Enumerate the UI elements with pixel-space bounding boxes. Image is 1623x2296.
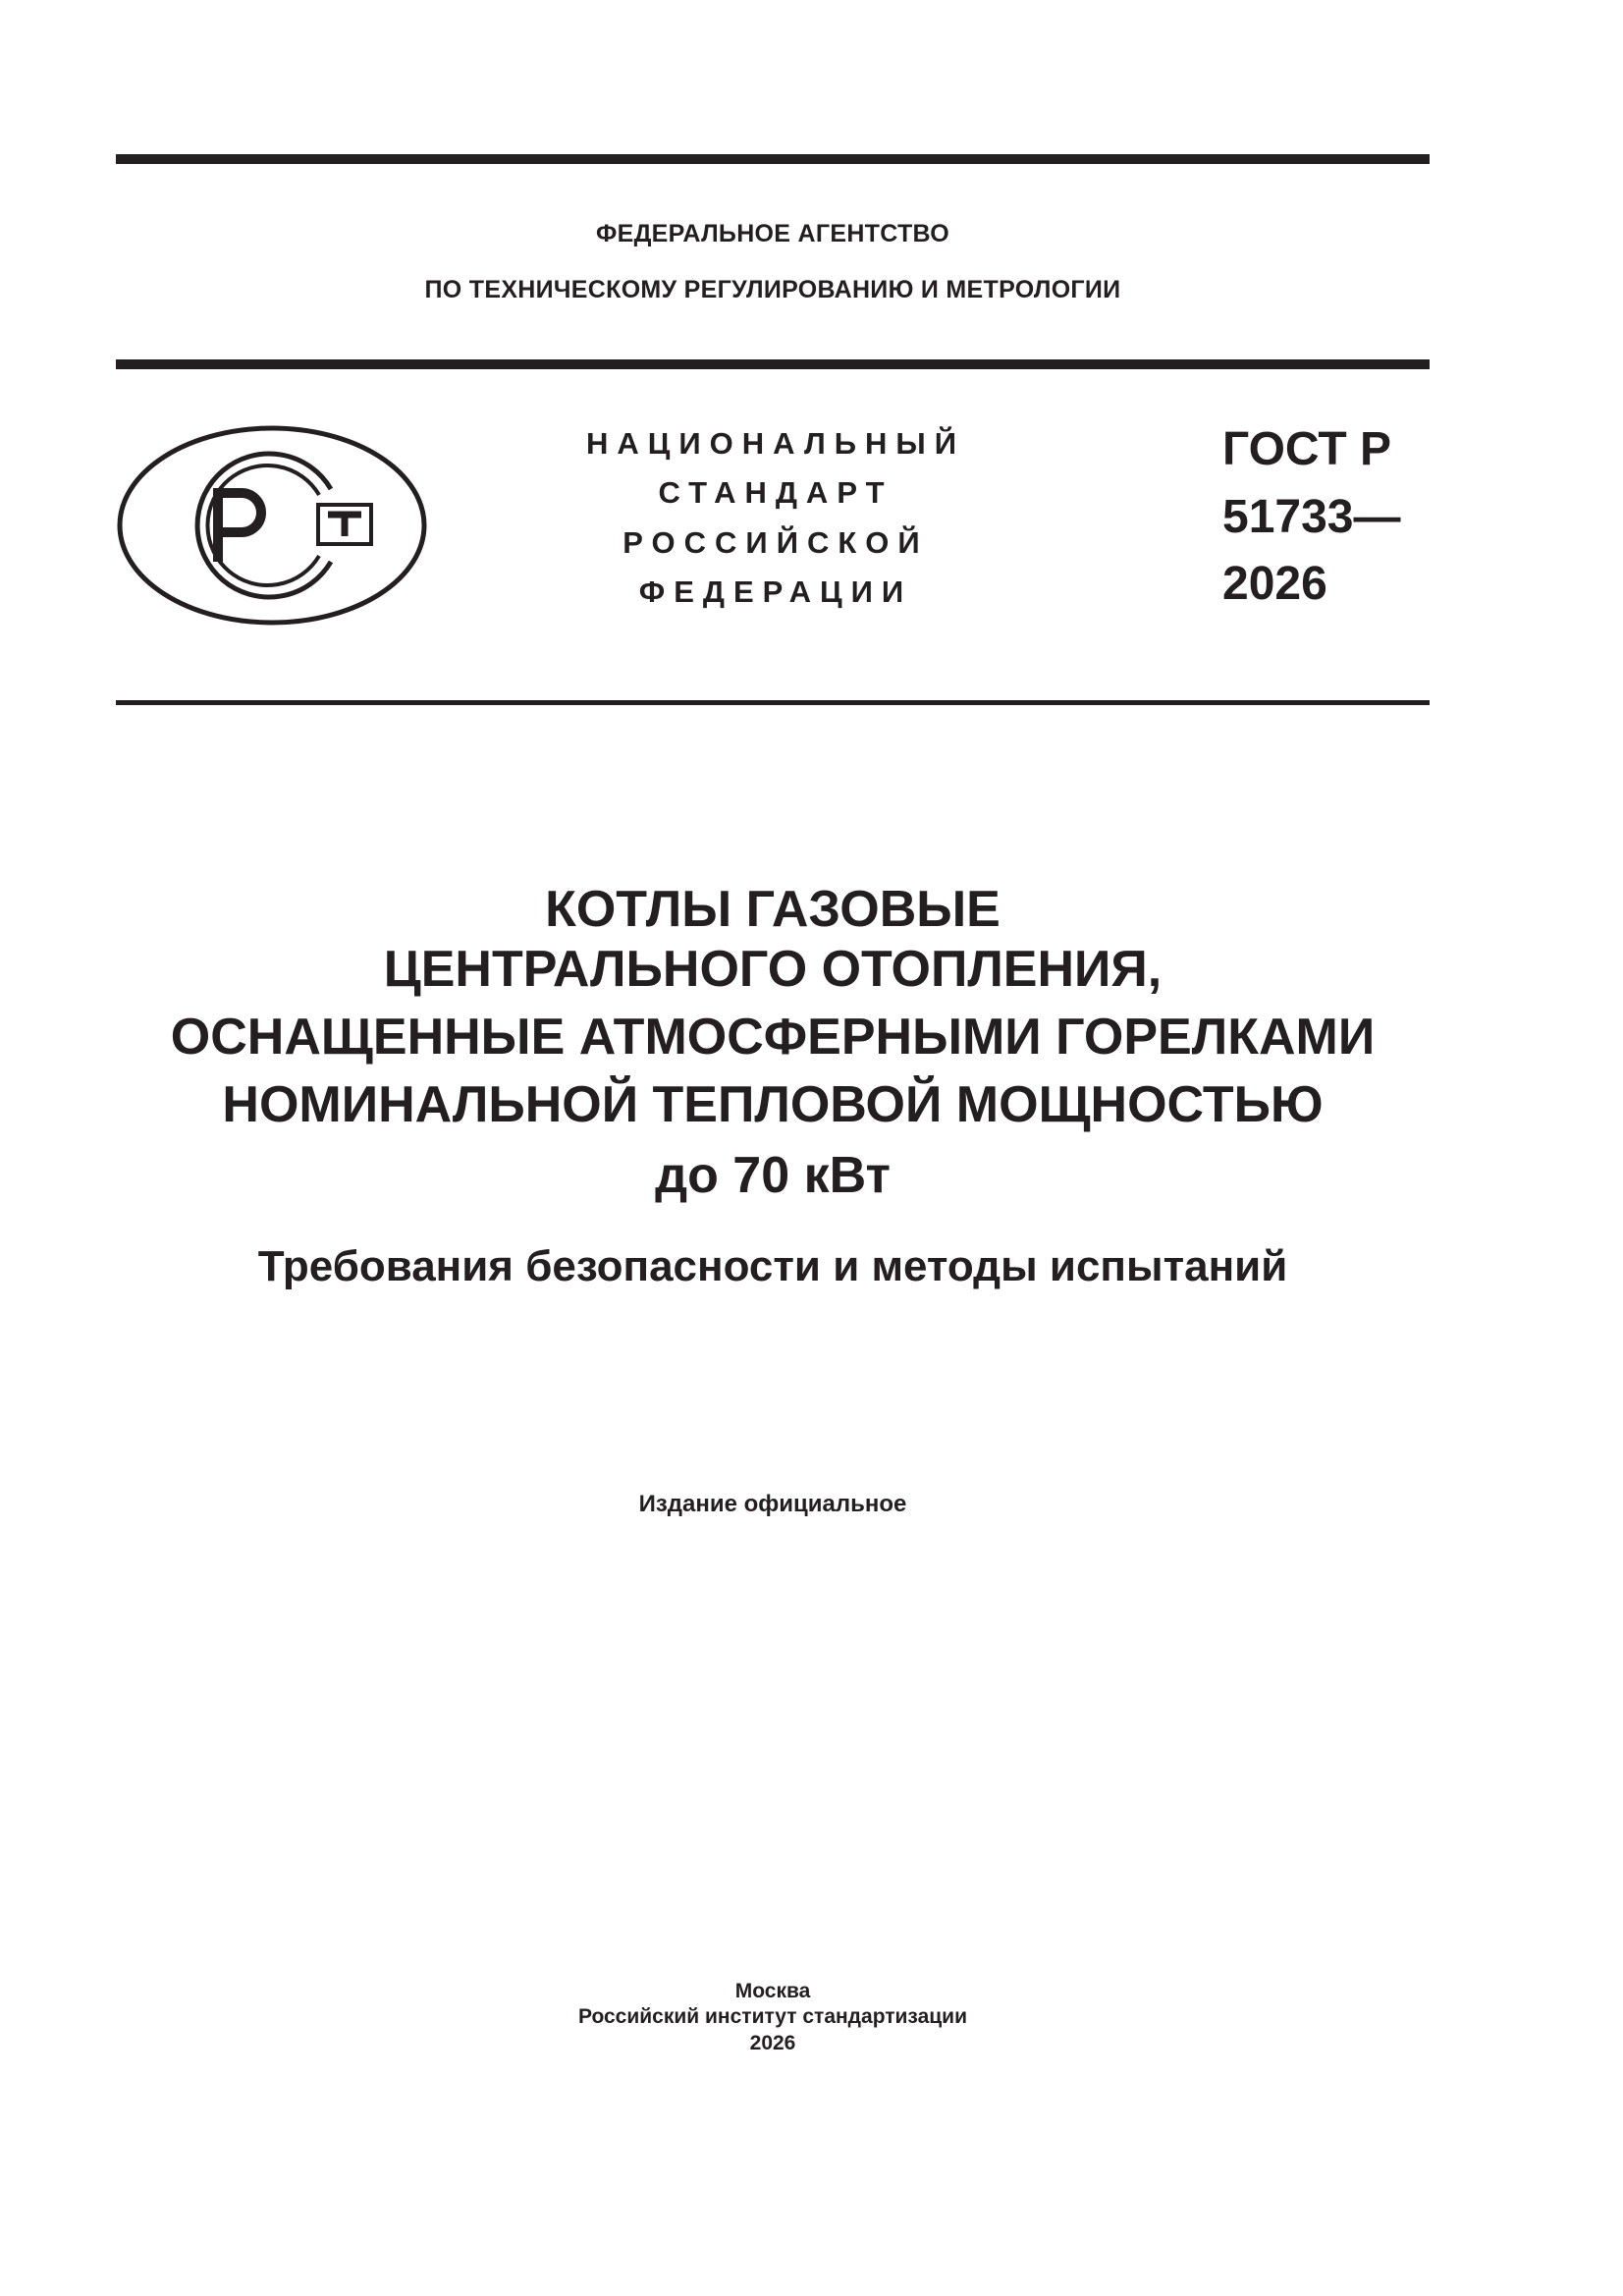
title-line-2: ЦЕНТРАЛЬНОГО ОТОПЛЕНИЯ, (383, 941, 1163, 998)
rst-certification-mark-icon (116, 424, 428, 627)
title-line-5: до 70 кВт (655, 1147, 891, 1204)
title-line-3: ОСНАЩЕННЫЕ АТМОСФЕРНЫМИ ГОРЕЛКАМИ (170, 1009, 1376, 1066)
title-line-1: КОТЛЫ ГАЗОВЫЕ (545, 881, 1001, 938)
standard-type-line-1: НАЦИОНАЛЬНЫЙ (585, 426, 966, 461)
footer-publisher: Российский институт стандартизации (577, 2005, 968, 2028)
designation-line-3: 2026 (1222, 558, 1327, 610)
edition-note: Издание официальное (638, 1491, 907, 1517)
designation-rule (116, 700, 1430, 705)
header-rule (116, 359, 1430, 369)
agency-line-1: ФЕДЕРАЛЬНОЕ АГЕНТСТВО (595, 220, 950, 247)
footer-year: 2026 (749, 2032, 796, 2054)
footer-city: Москва (734, 1980, 811, 2002)
document-subtitle: Требования безопасности и методы испытаний (257, 1242, 1288, 1290)
standard-type-line-4: ФЕДЕРАЦИИ (638, 574, 913, 609)
standard-type-line-3: РОССИЙСКОЙ (622, 525, 929, 560)
standard-type-line-2: СТАНДАРТ (658, 475, 893, 510)
designation-line-2: 51733— (1222, 491, 1401, 543)
designation-line-1: ГОСТ Р (1222, 423, 1392, 475)
title-line-4: НОМИНАЛЬНОЙ ТЕПЛОВОЙ МОЩНОСТЬЮ (222, 1076, 1324, 1133)
agency-line-2: ПО ТЕХНИЧЕСКОМУ РЕГУЛИРОВАНИЮ И МЕТРОЛОГИИ (424, 276, 1121, 303)
top-rule (116, 154, 1430, 164)
